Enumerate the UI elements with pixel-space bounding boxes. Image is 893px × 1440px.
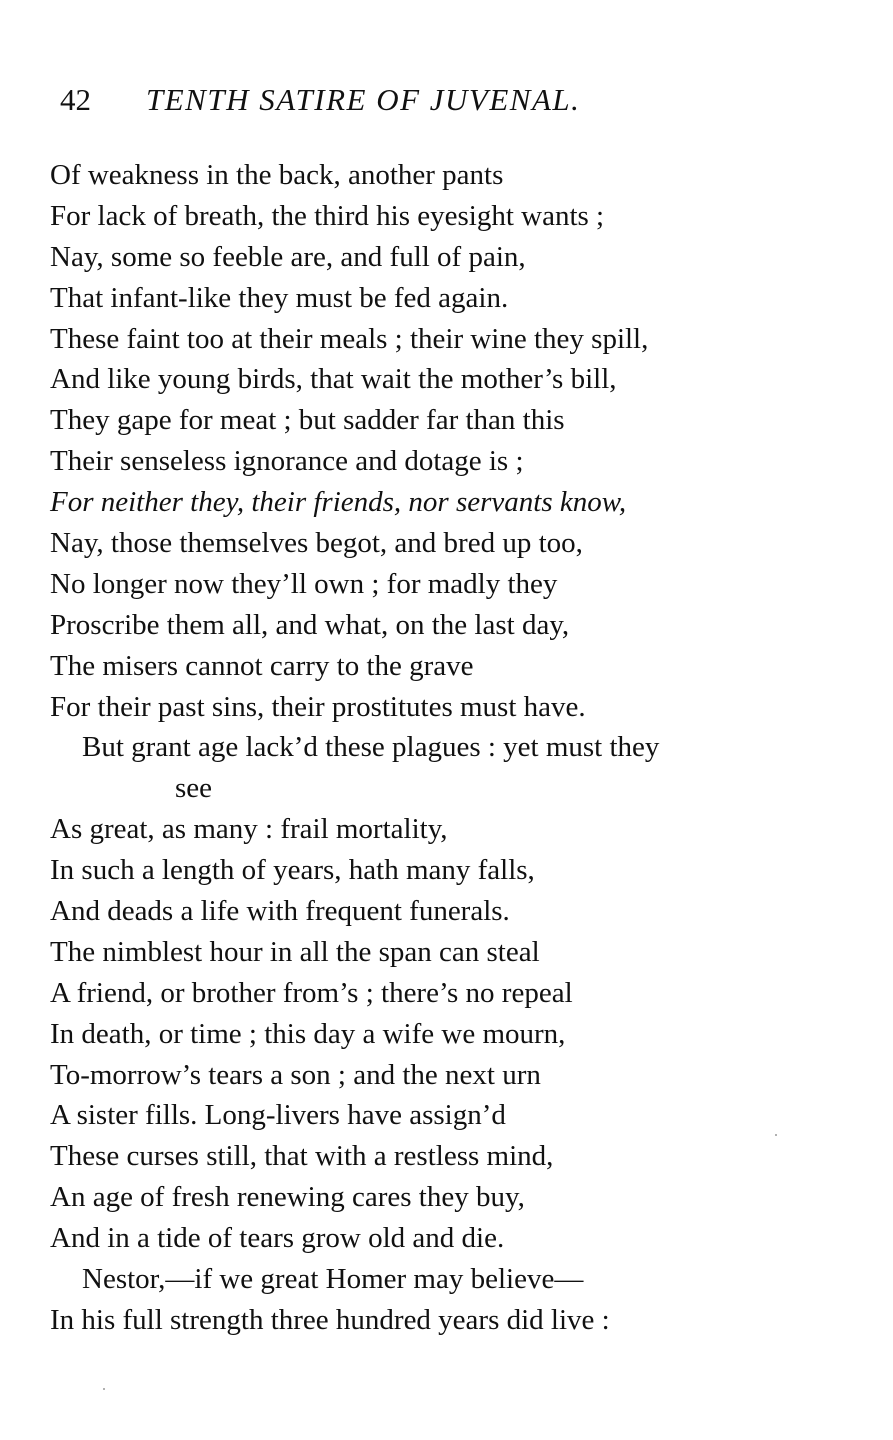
paper-speck [775,1134,777,1136]
poem-line: The nimblest hour in all the span can steal [50,935,540,968]
poem-line: They gape for meat ; but sadder far than this [50,404,565,437]
poem-line: For their past sins, their prostitutes must have. [50,690,586,723]
poem-line: And deads a life with frequent funerals. [50,895,510,928]
running-title: TENTH SATIRE OF JUVENAL. [146,82,581,117]
poem-line: Proscribe them all, and what, on the last day, [50,608,570,641]
poem-line: An age of fresh renewing cares they buy, [50,1181,525,1214]
poem-line: That infant-like they must be fed again. [50,281,509,314]
poem-line: Of weakness in the back, another pants [50,159,504,191]
poem-line: And in a tide of tears grow old and die. [50,1222,505,1255]
poem-line: Their senseless ignorance and dotage is ; [50,445,524,478]
running-header [60,80,840,120]
poem-line: These faint too at their meals ; their wine they spill, [50,322,649,355]
poem-line: Nay, some so feeble are, and full of pain, [50,240,526,273]
poem-line: In his full strength three hundred years did live : [50,1303,610,1336]
paper-speck [103,1388,105,1390]
poem-text [50,155,850,1341]
poem-line: A friend, or brother from’s ; there’s no repeal [50,976,573,1009]
poem-line: Nestor,—if we great Homer may believe— [82,1263,584,1296]
poem-line: As great, as many : frail mortality, [50,813,448,846]
poem-line: But grant age lack’d these plagues : yet must they [82,731,660,764]
poem-line: Nay, those themselves begot, and bred up too, [50,527,583,560]
poem-line: The misers cannot carry to the grave [50,649,474,682]
poem-line: For neither they, their friends, nor servants know, [50,486,627,519]
poem-line: A sister fills. Long-livers have assign’d [50,1099,506,1132]
poem-line: No longer now they’ll own ; for madly they [50,567,558,600]
poem-line: And like young birds, that wait the mother’s bill, [50,363,617,396]
poem-line-turnover: see [175,772,213,805]
page-number: 42 [60,82,91,117]
poem-line: In such a length of years, hath many falls, [50,854,535,887]
poem-line: To-morrow’s tears a son ; and the next urn [50,1058,541,1091]
poem-line: For lack of breath, the third his eyesight wants ; [50,199,605,232]
poem-line: In death, or time ; this day a wife we mourn, [50,1017,566,1050]
poem-line: These curses still, that with a restless mind, [50,1140,554,1173]
